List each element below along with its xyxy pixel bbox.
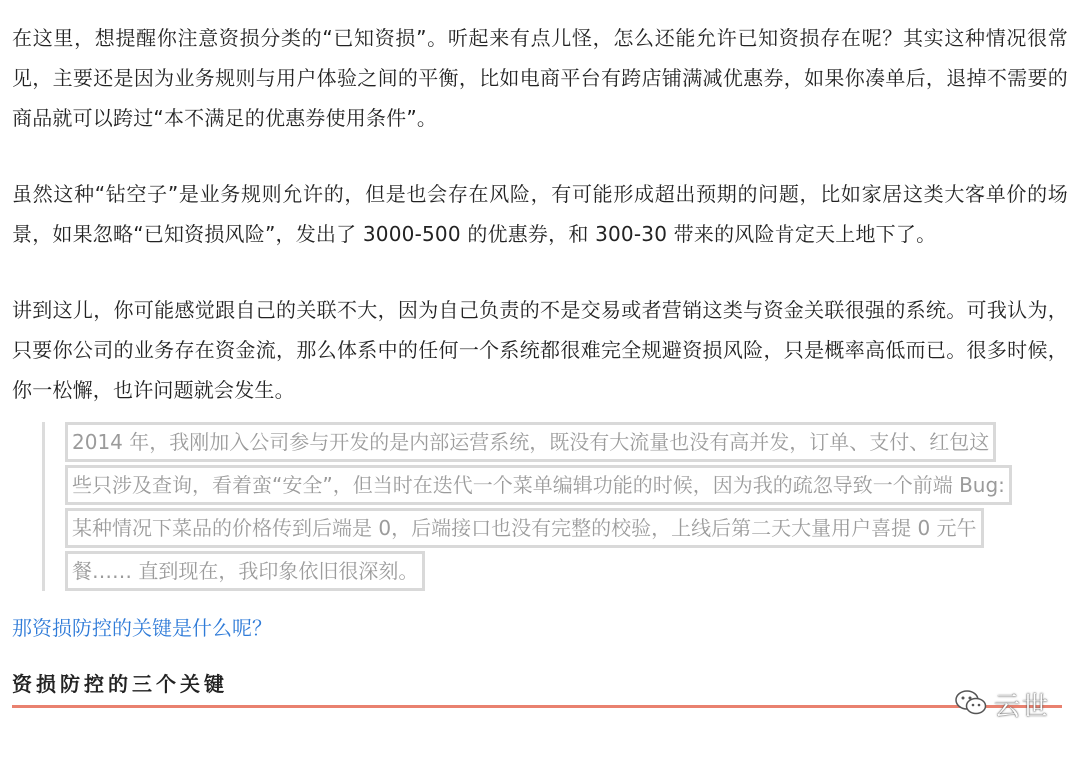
section-heading	[12, 669, 1062, 709]
watermark-text: 云世	[993, 692, 1050, 722]
quote-line: 2014 年，我刚加入公司参与开发的是内部运营系统，既没有大流量也没有高并发，订单、支付、红包这	[65, 422, 996, 462]
quote-line: 某种情况下菜品的价格传到后端是 0，后端接口也没有完整的校验，上线后第二天大量用户喜提 0 元午	[65, 508, 984, 548]
section-divider	[12, 705, 1062, 708]
question-link[interactable]: 那资损防控的关键是什么呢？	[12, 616, 272, 640]
blockquote-anecdote	[42, 422, 1068, 591]
article-body	[12, 18, 1068, 709]
paragraph-known-loss: 在这里，想提醒你注意资损分类的“已知资损”。听起来有点儿怪，怎么还能允许已知资损存在呢？其实这种情况很常见，主要还是因为业务规则与用户体验之间的平衡，比如电商平台有跨店铺满减优惠券，如果你凑单后，退掉不需要的商品就可以跨过“本不满足的优惠券使用条件”。	[12, 26, 1068, 130]
quote-line: 些只涉及查询，看着蛮“安全”，但当时在迭代一个菜单编辑功能的时候，因为我的疏忽导致一个前端 Bug:	[65, 465, 1012, 505]
paragraph-loophole-risk: 虽然这种“钻空子”是业务规则允许的，但是也会存在风险，有可能形成超出预期的问题，比如家居这类大客单价的场景，如果忽略“已知资损风险”，发出了 3000-500 的优惠券，和 300-30 带来的风险肯定天上地下了。	[12, 182, 1068, 246]
section-heading-text: 资损防控的三个关键	[12, 672, 228, 696]
quote-line: 餐…… 直到现在，我印象依旧很深刻。	[65, 551, 425, 591]
wechat-icon	[954, 688, 988, 722]
watermark	[954, 686, 1050, 723]
paragraph-system-risk: 讲到这儿，你可能感觉跟自己的关联不大，因为自己负责的不是交易或者营销这类与资金关联很强的系统。可我认为，只要你公司的业务存在资金流，那么体系中的任何一个系统都很难完全规避资损风险，只是概率高低而已。很多时候，你一松懈，也许问题就会发生。	[12, 298, 1068, 402]
